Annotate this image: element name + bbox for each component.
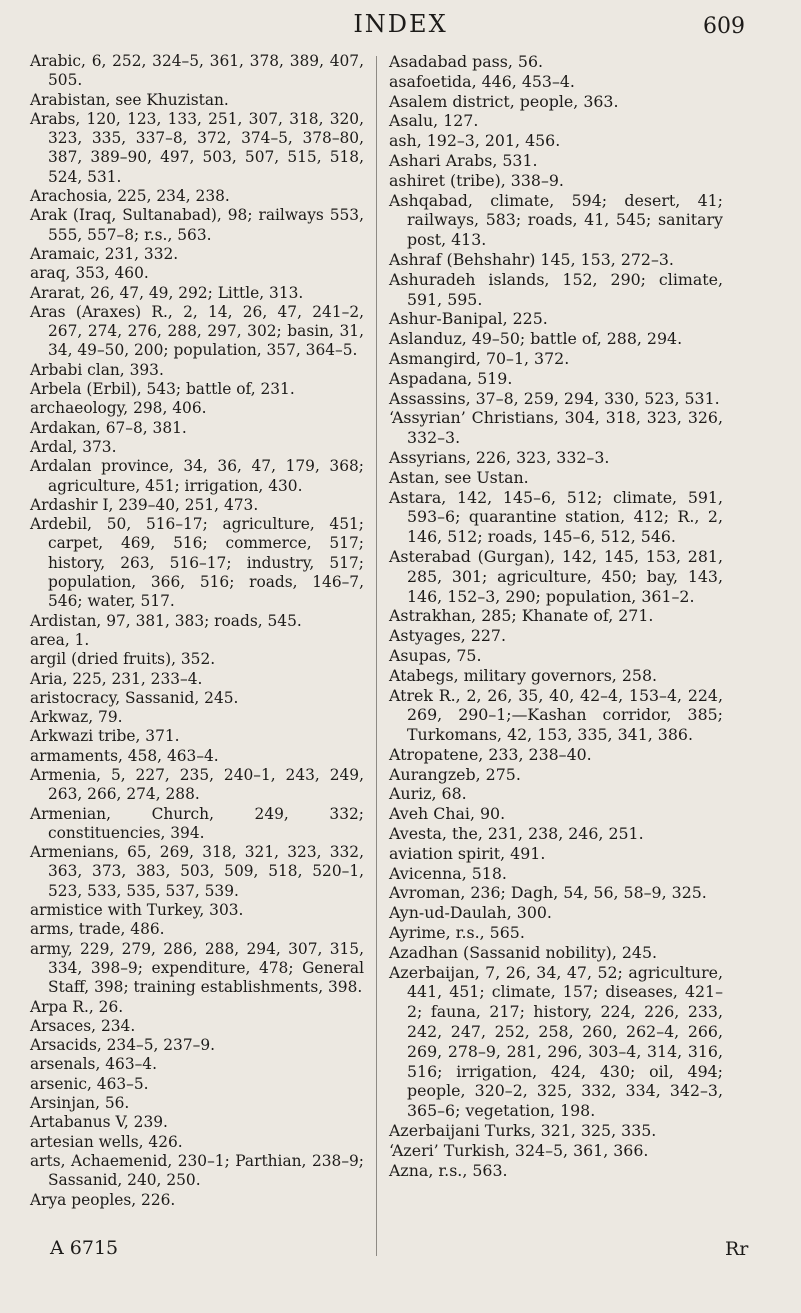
index-entry: aviation spirit, 491. xyxy=(389,843,546,863)
index-column-right xyxy=(389,52,723,1180)
index-entry: Ashuradeh islands, 152, 290; climate, 591, 595. xyxy=(389,269,723,309)
index-entry: Arsaces, 234. xyxy=(30,1016,136,1035)
index-entry: Artabanus V, 239. xyxy=(30,1113,168,1132)
index-entry: Arkwazi tribe, 371. xyxy=(30,727,180,746)
index-entry: Azadhan (Sassanid nobility), 245. xyxy=(389,942,658,962)
page-number: 609 xyxy=(703,14,745,39)
index-entry: Atropatene, 233, 238–40. xyxy=(389,744,592,764)
index-entry: armistice with Turkey, 303. xyxy=(30,901,244,920)
index-entry: Assyrians, 226, 323, 332–3. xyxy=(389,447,610,467)
index-entry: Ayrime, r.s., 565. xyxy=(389,923,525,943)
index-entry: Auriz, 68. xyxy=(389,784,467,804)
index-entry: Asterabad (Gurgan), 142, 145, 153, 281, 285, 301; agriculture, 450; bay, 143, 146, 152–3, 290; population, 361–2. xyxy=(389,546,723,606)
index-entry: Ardal, 373. xyxy=(30,437,117,456)
index-entry: Arsinjan, 56. xyxy=(30,1094,130,1113)
index-entry: Asalem district, people, 363. xyxy=(389,91,619,111)
index-entry: Aramaic, 231, 332. xyxy=(30,244,179,263)
index-entry: asafoetida, 446, 453–4. xyxy=(389,71,575,91)
index-entry: Ararat, 26, 47, 49, 292; Little, 313. xyxy=(30,283,304,302)
index-entry: Armenians, 65, 269, 318, 321, 323, 332, 363, 373, 383, 503, 509, 518, 520–1, 523, 533, 535, 537, 539. xyxy=(30,843,364,900)
index-entry: armaments, 458, 463–4. xyxy=(30,746,219,765)
index-entry: Aveh Chai, 90. xyxy=(389,804,506,824)
index-entry: ‘Azeri’ Turkish, 324–5, 361, 366. xyxy=(389,1140,649,1160)
index-entry: ashiret (tribe), 338–9. xyxy=(389,170,564,190)
index-entry: ‘Assyrian’ Christians, 304, 318, 323, 326, 332–3. xyxy=(389,408,723,448)
index-entry: Aurangzeb, 275. xyxy=(389,764,521,784)
index-entry: Astan, see Ustan. xyxy=(389,467,529,487)
page-title: INDEX xyxy=(353,10,448,38)
index-entry: Ayn-ud-Daulah, 300. xyxy=(389,903,552,923)
index-entry: Asmangird, 70–1, 372. xyxy=(389,348,570,368)
index-entry: Arabic, 6, 252, 324–5, 361, 378, 389, 407, 505. xyxy=(30,52,364,90)
index-entry: Ashur-Banipal, 225. xyxy=(389,309,548,329)
index-entry: Avicenna, 518. xyxy=(389,863,507,883)
index-entry: araq, 353, 460. xyxy=(30,264,149,283)
index-entry: aristocracy, Sassanid, 245. xyxy=(30,688,239,707)
index-entry: arsenals, 463–4. xyxy=(30,1055,157,1074)
index-entry: Ashari Arabs, 531. xyxy=(389,150,538,170)
index-entry: Aria, 225, 231, 233–4. xyxy=(30,669,203,688)
index-entry: Azna, r.s., 563. xyxy=(389,1160,508,1180)
index-entry: Ardakan, 67–8, 381. xyxy=(30,418,187,437)
index-entry: Armenian, Church, 249, 332; constituencies, 394. xyxy=(30,804,364,842)
index-entry: Aslanduz, 49–50; battle of, 288, 294. xyxy=(389,329,683,349)
index-entry: Asupas, 75. xyxy=(389,645,482,665)
index-entry: area, 1. xyxy=(30,630,90,649)
index-entry: Azerbaijani Turks, 321, 325, 335. xyxy=(389,1121,657,1141)
page-header xyxy=(0,10,801,50)
index-entry: Astrakhan, 285; Khanate of, 271. xyxy=(389,606,654,626)
index-entry: argil (dried fruits), 352. xyxy=(30,650,216,669)
index-entry: Astyages, 227. xyxy=(389,626,506,646)
index-entry: Arabistan, see Khuzistan. xyxy=(30,90,229,109)
index-entry: Arkwaz, 79. xyxy=(30,708,123,727)
index-entry: Arbela (Erbil), 543; battle of, 231. xyxy=(30,380,295,399)
printer-signature-mark: A 6715 xyxy=(50,1237,119,1259)
index-column-left xyxy=(30,52,364,1210)
index-entry: Assassins, 37–8, 259, 294, 330, 523, 531. xyxy=(389,388,720,408)
index-entry: Arachosia, 225, 234, 238. xyxy=(30,187,230,206)
index-entry: army, 229, 279, 286, 288, 294, 307, 315, 334, 398–9; expenditure, 478; General Staff, 398; training establishments, 398. xyxy=(30,939,364,997)
index-entry: Avroman, 236; Dagh, 54, 56, 58–9, 325. xyxy=(389,883,707,903)
index-entry: Ashqabad, climate, 594; desert, 41; railways, 583; roads, 41, 545; sanitary post, 413. xyxy=(389,190,723,250)
gathering-mark: Rr xyxy=(725,1238,749,1260)
index-entry: Arsacids, 234–5, 237–9. xyxy=(30,1036,216,1055)
index-entry: Azerbaijan, 7, 26, 34, 47, 52; agriculture, 441, 451; climate, 157; diseases, 421–2; fauna, 217; history, 224, 226, 233, 242, 247, 252, 258, 260, 262–4, 266, 269, 278–9, 281, 296, 303–4, 314, 316, 516; irrigation, 424, 430; oil, 494; people, 320–2, 325, 332, 334, 342–3, 365–6; vegetation, 198. xyxy=(389,962,723,1121)
index-entry: Atabegs, military governors, 258. xyxy=(389,665,658,685)
index-entry: Arabs, 120, 123, 133, 251, 307, 318, 320, 323, 335, 337–8, 372, 374–5, 378–80, 387, 389–90, 497, 503, 507, 515, 518, 524, 531. xyxy=(30,109,364,186)
index-entry: Ardebil, 50, 516–17; agriculture, 451; carpet, 469, 516; commerce, 517; history, 263, 516–17; industry, 517; population, 366, 516; roads, 146–7, 546; water, 517. xyxy=(30,515,364,611)
index-entry: Asalu, 127. xyxy=(389,111,479,131)
index-entry: Ardistan, 97, 381, 383; roads, 545. xyxy=(30,611,302,630)
index-entry: Avesta, the, 231, 238, 246, 251. xyxy=(389,824,644,844)
index-entry: arms, trade, 486. xyxy=(30,920,165,939)
index-entry: Arpa R., 26. xyxy=(30,997,124,1016)
index-entry: Armenia, 5, 227, 235, 240–1, 243, 249, 263, 266, 274, 288. xyxy=(30,765,364,804)
column-divider xyxy=(376,56,377,1256)
index-entry: Aras (Araxes) R., 2, 14, 26, 47, 241–2, 267, 274, 276, 288, 297, 302; basin, 31, 34, 49–50, 200; population, 357, 364–5. xyxy=(30,302,364,360)
index-entry: arts, Achaemenid, 230–1; Parthian, 238–9; Sassanid, 240, 250. xyxy=(30,1151,364,1190)
index-entry: Astara, 142, 145–6, 512; climate, 591, 593–6; quarantine station, 412; R., 2, 146, 512; roads, 145–6, 512, 546. xyxy=(389,487,723,547)
index-entry: Asadabad pass, 56. xyxy=(389,52,544,71)
index-entry: ash, 192–3, 201, 456. xyxy=(389,131,561,151)
index-entry: artesian wells, 426. xyxy=(30,1132,183,1151)
index-entry: Ardalan province, 34, 36, 47, 179, 368; agriculture, 451; irrigation, 430. xyxy=(30,457,364,495)
index-entry: arsenic, 463–5. xyxy=(30,1074,149,1093)
index-entry: Ardashir I, 239–40, 251, 473. xyxy=(30,495,259,514)
index-entry: Ashraf (Behshahr) 145, 153, 272–3. xyxy=(389,249,674,269)
index-entry: Arya peoples, 226. xyxy=(30,1190,176,1209)
index-entry: Arak (Iraq, Sultanabad), 98; railways 553, 555, 557–8; r.s., 563. xyxy=(30,206,364,244)
index-entry: Atrek R., 2, 26, 35, 40, 42–4, 153–4, 224, 269, 290–1;—Kashan corridor, 385; Turkomans, 42, 153, 335, 341, 386. xyxy=(389,685,723,745)
index-entry: Aspadana, 519. xyxy=(389,368,513,388)
index-entry: archaeology, 298, 406. xyxy=(30,399,207,418)
index-entry: Arbabi clan, 393. xyxy=(30,360,164,379)
